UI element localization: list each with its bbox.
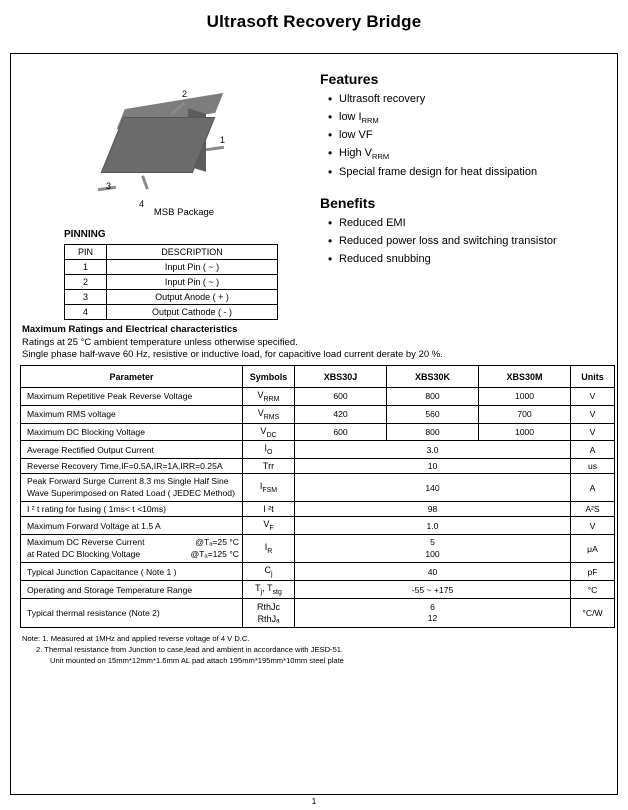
- units-cell: V: [571, 423, 615, 441]
- value-all-types: [295, 535, 571, 563]
- value-line-2: 100: [425, 548, 440, 559]
- benefits-list: [320, 217, 608, 266]
- pin-callout-3: 3: [106, 181, 112, 191]
- pin-number: 1: [65, 260, 107, 275]
- table-row: [21, 459, 615, 474]
- symbol-main: T: [255, 583, 261, 594]
- list-item: • Special frame design for heat dissipation: [328, 166, 608, 180]
- features-heading: Features: [320, 71, 379, 87]
- ratings-line-1: Ratings at 25 °C ambient temperature unless otherwise specified.: [22, 337, 298, 348]
- list-item: • Reduced snubbing: [328, 253, 608, 267]
- condition-2: @Tₐ=125 °C: [190, 548, 239, 559]
- pin-callout-1: 1: [220, 135, 226, 145]
- symbol-sub: RRM: [263, 395, 280, 403]
- page-number: 1: [311, 796, 317, 806]
- units-cell: A: [571, 441, 615, 459]
- lead-1: [206, 146, 224, 151]
- symbol-main: RthJc: [256, 601, 280, 612]
- symbol-cell: [243, 598, 295, 627]
- symbol-sub: j: [270, 571, 273, 579]
- table-row: [21, 474, 615, 502]
- col-xbs30k: XBS30K: [387, 366, 479, 388]
- pin-description: Output Anode ( + ): [107, 290, 278, 305]
- pinning-heading: PINNING: [64, 229, 106, 240]
- parameter-label: Peak Forward Surge Current 8.3 ms Single Half Sine Wave Superimposed on Rated Load ( JEDEC Method): [21, 474, 243, 502]
- parameter-label: Maximum DC Blocking Voltage: [21, 423, 243, 441]
- pin-description: Input Pin ( ~ ): [107, 275, 278, 290]
- table-row: [21, 598, 615, 627]
- parameter-label: Maximum RMS voltage: [21, 405, 243, 423]
- pinning-table: [64, 244, 278, 320]
- col-symbols: Symbols: [243, 366, 295, 388]
- symbol-main-2: RthJₐ: [257, 614, 280, 625]
- package-and-pinning: [20, 59, 320, 320]
- features-list: [320, 93, 608, 179]
- value-all-types: -55 ~ +175: [295, 581, 571, 599]
- parameter-label: Operating and Storage Temperature Range: [21, 581, 243, 599]
- table-row: [21, 581, 615, 599]
- value-all-types: 140: [295, 474, 571, 502]
- value-xbs30k: 800: [387, 388, 479, 406]
- parameter-label: Reverse Recovery Time,IF=0.5A,IR=1A,IRR=0.25A: [21, 459, 243, 474]
- symbol-cell: [243, 388, 295, 406]
- table-row: [65, 305, 278, 320]
- symbol-sub: O: [267, 449, 273, 457]
- units-cell: pF: [571, 563, 615, 581]
- symbol-sub: DC: [266, 431, 277, 439]
- symbol-main: V: [257, 390, 264, 400]
- note-1: Note: 1. Measured at 1MHz and applied reverse voltage of 4 V D.C.: [22, 634, 250, 644]
- symbol-cell: [243, 474, 295, 502]
- symbol-main: V: [263, 519, 270, 530]
- parameter-label: Average Rectified Output Current: [21, 441, 243, 459]
- symbol-sub-2: stg: [272, 588, 282, 596]
- spec-header-row: [21, 366, 615, 388]
- symbol-main: V: [260, 425, 267, 436]
- list-item: • Reduced EMI: [328, 217, 608, 231]
- page-title: Ultrasoft Recovery Bridge: [206, 12, 422, 31]
- pin-description: Output Cathode ( - ): [107, 305, 278, 320]
- symbol-cell: [243, 423, 295, 441]
- table-row: [21, 423, 615, 441]
- table-row: [21, 535, 615, 563]
- symbol-cell: Trr: [243, 459, 295, 474]
- pin-callout-4: 4: [139, 199, 145, 209]
- table-row: [21, 563, 615, 581]
- page-content: [10, 53, 618, 795]
- units-cell: °C: [571, 581, 615, 599]
- pin-number: 2: [65, 275, 107, 290]
- value-all-types: 3.0: [295, 441, 571, 459]
- symbol-sub: RMS: [263, 413, 280, 421]
- symbol-cell: [243, 563, 295, 581]
- symbol-main: V: [257, 407, 264, 418]
- specifications-table: [20, 365, 615, 628]
- parameter-label: Maximum Repetitive Peak Reverse Voltage: [21, 388, 243, 406]
- lead-4: [141, 175, 149, 189]
- note-2-continued: Unit mounted on 15mm*12mm*1.6mm AL pad attach 195mm*195mm*10mm steel plate: [50, 656, 344, 666]
- symbol-main: I: [264, 443, 268, 454]
- value-line-2: 12: [427, 613, 438, 624]
- list-item: • low VF: [328, 129, 608, 143]
- value-xbs30k: 560: [387, 405, 479, 423]
- parameter-label: Typical thermal resistance (Note 2): [21, 598, 243, 627]
- parameter-label: Typical Junction Capacitance ( Note 1 ): [21, 563, 243, 581]
- table-row: [21, 388, 615, 406]
- col-units: Units: [571, 366, 615, 388]
- value-all-types: 40: [295, 563, 571, 581]
- symbol-main: C: [264, 565, 271, 576]
- symbol-cell: [243, 441, 295, 459]
- pinning-col-description: DESCRIPTION: [107, 245, 278, 260]
- symbol-sub: R: [267, 548, 273, 556]
- pinning-col-pin: PIN: [65, 245, 107, 260]
- notes-block: [20, 633, 608, 666]
- symbol-main-2: T: [267, 583, 273, 594]
- list-item: • High $V_{RRM}$: [328, 147, 608, 162]
- table-row: [65, 290, 278, 305]
- symbol-cell: [243, 535, 295, 563]
- units-cell: V: [571, 405, 615, 423]
- symbol-sub: FSM: [262, 487, 278, 495]
- symbol-main: I: [259, 481, 263, 492]
- value-all-types: 10: [295, 459, 571, 474]
- list-item: • Ultrasoft recovery: [328, 93, 608, 107]
- ratings-line-2: Single phase half-wave 60 Hz, resistive or inductive load, for capacitive load current derate by 20 %.: [22, 349, 443, 360]
- col-parameter: Parameter: [21, 366, 243, 388]
- table-row: [21, 502, 615, 517]
- ratings-heading: Maximum Ratings and Electrical characteristics: [22, 324, 238, 335]
- pin-callout-2: 2: [182, 89, 188, 99]
- value-xbs30j: 420: [295, 405, 387, 423]
- condition-1: @Tₐ=25 °C: [195, 537, 239, 548]
- value-xbs30j: 600: [295, 423, 387, 441]
- value-all-types: 1.0: [295, 517, 571, 535]
- units-cell: V: [571, 517, 615, 535]
- features-benefits: [320, 59, 608, 271]
- value-xbs30j: 600: [295, 388, 387, 406]
- pin-number: 4: [65, 305, 107, 320]
- value-all-types: 98: [295, 502, 571, 517]
- value-line-1: 6: [430, 601, 435, 612]
- package-caption: MSB Package: [153, 207, 215, 218]
- symbol-cell: [243, 517, 295, 535]
- value-xbs30m: 700: [479, 405, 571, 423]
- symbol-cell: $T_j$, $T_{stg}$: [243, 581, 295, 599]
- benefits-heading: Benefits: [320, 195, 376, 212]
- units-cell: V: [571, 388, 615, 406]
- pin-number: 3: [65, 290, 107, 305]
- units-cell: A: [571, 474, 615, 502]
- table-row: [21, 441, 615, 459]
- units-cell: °C/W: [571, 598, 615, 627]
- symbol-cell: [243, 405, 295, 423]
- symbol-cell: I ²t: [243, 502, 295, 517]
- units-cell: A²S: [571, 502, 615, 517]
- value-xbs30m: 1000: [479, 423, 571, 441]
- pin-description: Input Pin ( ~ ): [107, 260, 278, 275]
- value-xbs30k: 800: [387, 423, 479, 441]
- top-section: [20, 59, 608, 320]
- col-xbs30j: XBS30J: [295, 366, 387, 388]
- list-item: • low $I_{RRM}$: [328, 111, 608, 126]
- datasheet-page: [0, 12, 628, 810]
- units-cell: us: [571, 459, 615, 474]
- table-row: [65, 275, 278, 290]
- parameter-label: [21, 535, 243, 563]
- value-all-types: [295, 598, 571, 627]
- table-row: [21, 517, 615, 535]
- value-xbs30m: 1000: [479, 388, 571, 406]
- units-cell: μA: [571, 535, 615, 563]
- pinning-header-row: [65, 245, 278, 260]
- package-drawing: [20, 59, 320, 217]
- symbol-main: I: [264, 542, 268, 553]
- parameter-label: Maximum Forward Voltage at 1.5 A: [21, 517, 243, 535]
- col-xbs30m: XBS30M: [479, 366, 571, 388]
- symbol-sub: F: [269, 525, 274, 533]
- parameter-line-1: Maximum DC Reverse Current: [27, 537, 145, 548]
- table-row: [21, 405, 615, 423]
- table-row: [65, 260, 278, 275]
- value-line-1: 5: [430, 537, 435, 548]
- parameter-line-2: at Rated DC Blocking Voltage: [27, 548, 141, 559]
- symbol-sub: j: [260, 588, 263, 596]
- list-item: • Reduced power loss and switching transistor: [328, 235, 608, 249]
- parameter-label: I ² t rating for fusing ( 1ms< t <10ms): [21, 502, 243, 517]
- note-2: 2. Thermal resistance from Junction to case,lead and ambient in accordance with JESD-51.: [36, 645, 344, 655]
